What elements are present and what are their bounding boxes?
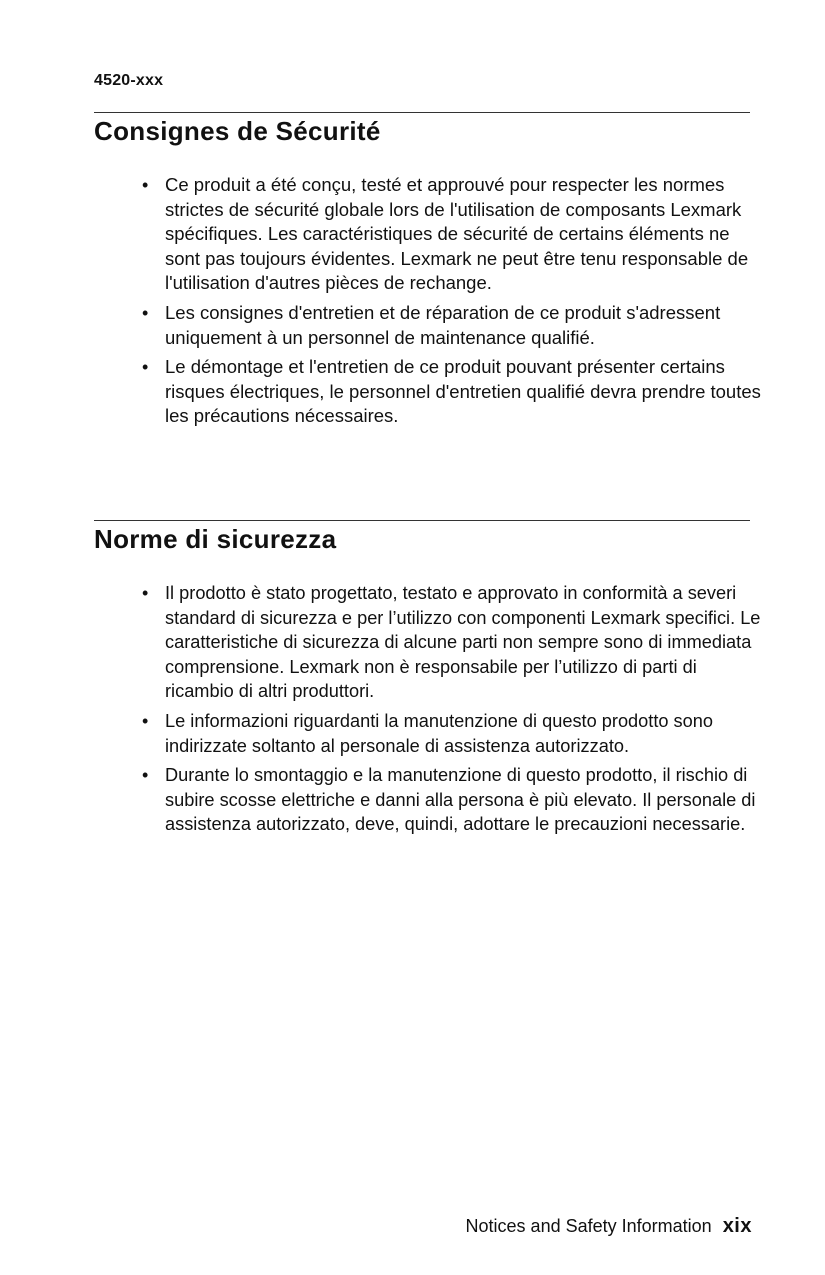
section-divider — [94, 520, 750, 521]
list-item-text: Le informazioni riguardanti la manutenzione di questo prodotto sono indirizzate soltanto al personale di assistenza autorizzato. — [165, 710, 713, 756]
bullet-icon: • — [142, 710, 149, 731]
bullet-icon: • — [142, 765, 149, 786]
bullet-list — [94, 581, 761, 837]
section-title: Norme di sicurezza — [94, 524, 337, 554]
page-number: xix — [722, 1215, 752, 1237]
list-item — [94, 173, 765, 296]
safety-section-french — [94, 112, 761, 434]
document-id: 4520-xxx — [94, 72, 164, 89]
list-item-text: Durante lo smontaggio e la manutenzione di questo prodotto, il rischio di subire scosse elettriche e danni alla persona è più elevato. Il personale di assistenza autorizzato, deve, quindi, adottare le precauzioni necessarie. — [165, 765, 756, 835]
section-divider — [94, 112, 750, 113]
section-title: Consignes de Sécurité — [94, 116, 381, 146]
list-item-text: Il prodotto è stato progettato, testato e approvato in conformità a severi standard di sicurezza e per l’utilizzo con componenti Lexmark specifici. Le caratteristiche di sicurezza di alcune parti non sempre sono di immediata comprensione. Lexmark non è responsabile per l’utilizzo di parti di ricambio di altri produttori. — [165, 583, 761, 702]
page-footer — [466, 1215, 752, 1238]
list-item — [94, 581, 765, 704]
bullet-icon: • — [142, 302, 149, 323]
list-item — [94, 301, 765, 350]
bullet-icon: • — [142, 583, 149, 603]
list-item — [94, 709, 765, 758]
list-item — [94, 355, 765, 429]
list-item — [94, 763, 765, 837]
list-item-text: Les consignes d'entretien et de réparation de ce produit s'adressent uniquement à un personnel de maintenance qualifié. — [165, 301, 721, 348]
list-item-text: Le démontage et l'entretien de ce produit pouvant présenter certains risques électriques, le personnel d'entretien qualifié devra prendre toutes les précautions nécessaires. — [165, 356, 761, 427]
bullet-list — [94, 173, 761, 429]
list-item-text: Ce produit a été conçu, testé et approuvé pour respecter les normes strictes de sécurité globale lors de l'utilisation de composants Lexmark spécifiques. Les caractéristiques de sécurité de certains éléments ne sont pas toujours évidentes. Lexmark ne peut être tenu responsable de l'utilisation d'autres pièces de rechange. — [165, 174, 749, 294]
bullet-icon: • — [142, 175, 149, 195]
bullet-icon: • — [142, 357, 149, 378]
footer-section-label: Notices and Safety Information — [465, 1216, 712, 1236]
safety-section-italian — [94, 520, 761, 842]
